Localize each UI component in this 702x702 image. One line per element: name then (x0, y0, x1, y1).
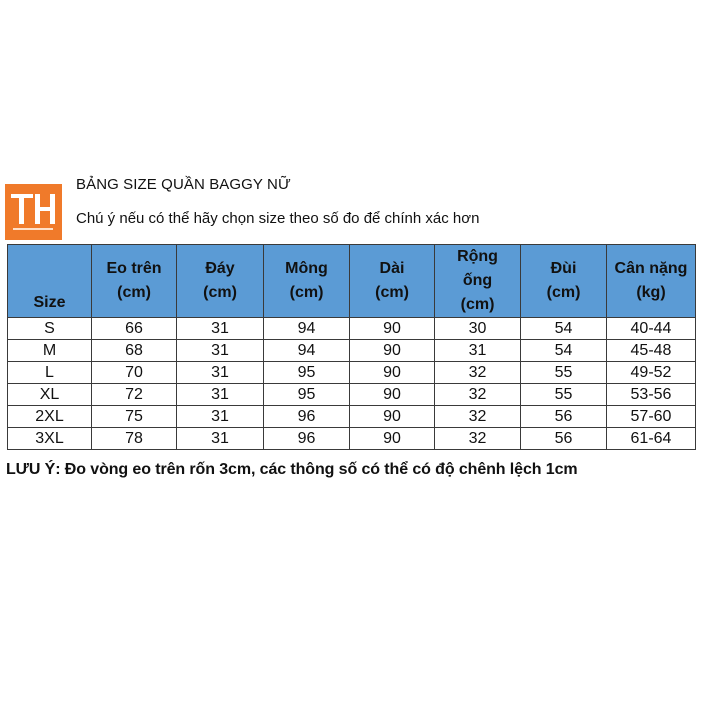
cell-rong-ong: 30 (435, 318, 521, 340)
cell-can-nang: 49-52 (607, 362, 696, 384)
cell-eo-tren: 78 (92, 428, 177, 450)
cell-mong: 96 (264, 406, 350, 428)
col-header-unit: (cm) (117, 284, 151, 301)
cell-eo-tren: 72 (92, 384, 177, 406)
cell-dui: 56 (521, 428, 607, 450)
cell-size: 2XL (8, 406, 92, 428)
col-header-size (8, 245, 92, 318)
cell-eo-tren: 75 (92, 406, 177, 428)
cell-dui: 55 (521, 384, 607, 406)
cell-dai: 90 (350, 428, 435, 450)
cell-dui: 56 (521, 406, 607, 428)
col-header-label: Dài (379, 260, 405, 277)
table-row (8, 384, 696, 406)
cell-day: 31 (177, 428, 264, 450)
cell-size: L (8, 362, 92, 384)
col-header-eo-tren (92, 245, 177, 318)
cell-mong: 94 (264, 340, 350, 362)
col-header-label: Cân nặng (614, 260, 688, 277)
col-header-label: Đáy (205, 260, 235, 277)
cell-dui: 54 (521, 318, 607, 340)
cell-eo-tren: 66 (92, 318, 177, 340)
th-logo-icon (5, 184, 62, 240)
table-row (8, 406, 696, 428)
chart-title: BẢNG SIZE QUẦN BAGGY NỮ (76, 176, 291, 193)
subtitle-note: Chú ý nếu có thể hãy chọn size theo số đo để chính xác hơn (76, 210, 480, 227)
cell-size: 3XL (8, 428, 92, 450)
cell-dai: 90 (350, 384, 435, 406)
cell-mong: 95 (264, 362, 350, 384)
cell-day: 31 (177, 384, 264, 406)
cell-day: 31 (177, 406, 264, 428)
table-row (8, 318, 696, 340)
cell-dui: 54 (521, 340, 607, 362)
cell-can-nang: 40-44 (607, 318, 696, 340)
col-header-dui (521, 245, 607, 318)
cell-rong-ong: 32 (435, 384, 521, 406)
table-row (8, 362, 696, 384)
cell-dai: 90 (350, 318, 435, 340)
table-header-row (8, 245, 696, 318)
col-header-label: Mông (285, 260, 328, 277)
col-header-unit: (cm) (460, 296, 495, 313)
cell-rong-ong: 32 (435, 406, 521, 428)
table-row (8, 428, 696, 450)
cell-size: XL (8, 384, 92, 406)
cell-mong: 94 (264, 318, 350, 340)
cell-can-nang: 57-60 (607, 406, 696, 428)
cell-dai: 90 (350, 362, 435, 384)
col-header-rong-ong (435, 245, 521, 318)
cell-rong-ong: 31 (435, 340, 521, 362)
cell-day: 31 (177, 362, 264, 384)
cell-eo-tren: 68 (92, 340, 177, 362)
cell-can-nang: 61-64 (607, 428, 696, 450)
col-header-mong (264, 245, 350, 318)
cell-day: 31 (177, 340, 264, 362)
cell-dui: 55 (521, 362, 607, 384)
col-header-unit: (cm) (375, 284, 409, 301)
footer-note: LƯU Ý: Đo vòng eo trên rốn 3cm, các thông số có thể có độ chênh lệch 1cm (6, 461, 578, 478)
col-header-label: Size (33, 294, 66, 311)
table-row (8, 340, 696, 362)
cell-rong-ong: 32 (435, 428, 521, 450)
cell-dai: 90 (350, 340, 435, 362)
cell-day: 31 (177, 318, 264, 340)
col-header-can-nang (607, 245, 696, 318)
cell-rong-ong: 32 (435, 362, 521, 384)
cell-eo-tren: 70 (92, 362, 177, 384)
cell-size: M (8, 340, 92, 362)
col-header-unit: (cm) (203, 284, 237, 301)
col-header-label: Đùi (550, 260, 577, 277)
col-header-label: ống (462, 272, 493, 289)
col-header-label: Eo trên (106, 260, 162, 277)
col-header-day (177, 245, 264, 318)
cell-can-nang: 45-48 (607, 340, 696, 362)
brand-logo (5, 184, 62, 240)
col-header-unit: (cm) (289, 284, 324, 301)
size-table (7, 244, 696, 450)
cell-mong: 95 (264, 384, 350, 406)
col-header-label: Rộng (457, 248, 498, 265)
col-header-dai (350, 245, 435, 318)
col-header-unit: (cm) (546, 284, 581, 301)
col-header-unit: (kg) (636, 284, 666, 301)
cell-dai: 90 (350, 406, 435, 428)
cell-mong: 96 (264, 428, 350, 450)
cell-size: S (8, 318, 92, 340)
cell-can-nang: 53-56 (607, 384, 696, 406)
